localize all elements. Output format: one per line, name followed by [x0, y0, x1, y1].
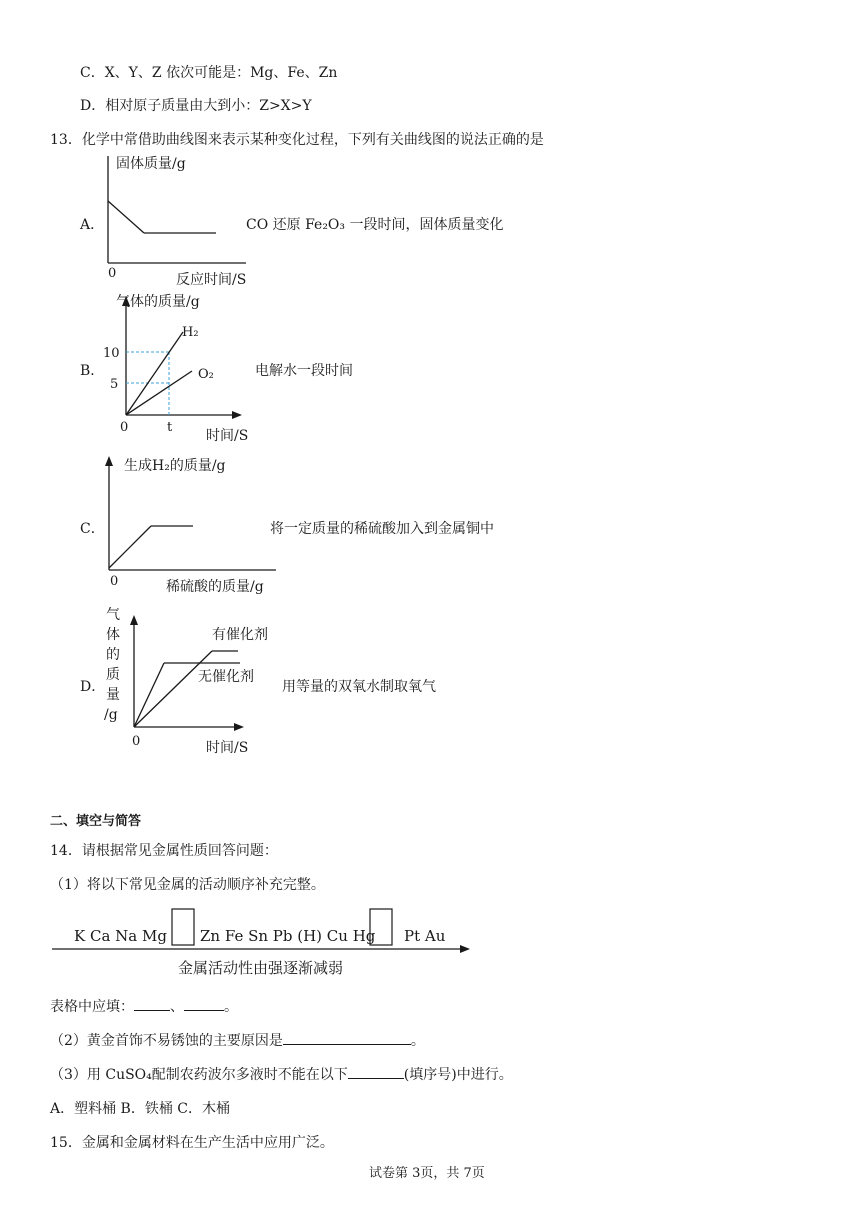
graph-a-origin: 0 [108, 266, 117, 281]
graph-d-cat-rise [134, 663, 164, 727]
graph-a-curve-drop [108, 201, 144, 233]
q13-graph-d [96, 605, 286, 760]
series-arrow-head [460, 945, 470, 953]
graph-b-x-arrow [232, 411, 242, 419]
fill-blank-1[interactable] [134, 996, 170, 1011]
graph-b-tick-10: 10 [103, 346, 120, 361]
q13-option-b-letter: B． [80, 363, 105, 379]
graph-d-ylabel-5: 量 [106, 687, 120, 703]
graph-a-xlabel: 反应时间/S [176, 272, 247, 288]
graph-b-o2-line [126, 371, 192, 415]
fill-sep: 、 [170, 999, 184, 1015]
series-part1: K Ca Na Mg [74, 927, 167, 945]
q14-part1: （1）将以下常见金属的活动顺序补充完整。 [50, 877, 325, 893]
q13-option-d-letter: D． [80, 679, 106, 695]
graph-d-ylabel-3: 的 [106, 647, 120, 663]
graph-d-ylabel-2: 体 [106, 627, 120, 643]
q13-stem: 13．化学中常借助曲线图来表示某种变化过程，下列有关曲线图的说法正确的是 [50, 132, 544, 148]
graph-d-origin: 0 [132, 734, 141, 749]
graph-d-series-cat: 有催化剂 [212, 627, 268, 643]
graph-d-ylabel-1: 气 [106, 607, 120, 623]
q12-option-d: D．相对原子质量由大到小：Z>X>Y [80, 98, 312, 114]
series-arrow-label: 金属活动性由强逐渐减弱 [178, 959, 344, 977]
q14-part2 [50, 1030, 425, 1050]
graph-c-curve-rise [109, 526, 151, 568]
q13-option-b-desc: 电解水一段时间 [255, 363, 353, 379]
q13-graph-c [96, 450, 286, 600]
graph-d-series-nocat: 无催化剂 [198, 669, 254, 685]
q13-option-d-desc: 用等量的双氧水制取氧气 [282, 679, 436, 695]
graph-d-ylabel-6: /g [104, 707, 118, 723]
q13-option-c-desc: 将一定质量的稀硫酸加入到金属铜中 [270, 521, 494, 537]
page-footer: 试卷第 3页，共 7页 [369, 1166, 485, 1181]
part2-end: 。 [410, 1033, 425, 1049]
q14-fill-line [50, 996, 238, 1016]
fill-blank-2[interactable] [184, 996, 224, 1011]
graph-b-h2-line [126, 332, 183, 415]
q15-stem: 15．金属和金属材料在生产生活中应用广泛。 [50, 1135, 334, 1151]
part3-suffix: (填序号)中进行。 [403, 1067, 513, 1083]
graph-d-y-arrow [130, 615, 138, 625]
graph-b-origin: 0 [120, 420, 129, 435]
graph-b-tick-t: t [167, 420, 173, 435]
q12-option-c: C．X、Y、Z 依次可能是：Mg、Fe、Zn [80, 65, 338, 81]
q13-option-a-letter: A． [80, 217, 105, 233]
part2-prefix: （2）黄金首饰不易锈蚀的主要原因是 [50, 1033, 283, 1049]
graph-d-ylabel-4: 质 [106, 667, 120, 683]
q14-part3 [50, 1064, 513, 1084]
series-blank-box-1 [172, 909, 194, 945]
q13-graph-a [96, 148, 256, 290]
graph-b-tick-5: 5 [110, 377, 119, 392]
section-title: 二、填空与简答 [50, 814, 142, 829]
fill-prefix: 表格中应填： [50, 999, 134, 1015]
series-part2: Zn Fe Sn Pb (H) Cu Hg [200, 927, 376, 945]
q13-graph-b [96, 290, 266, 445]
q13-option-a-desc: CO 还原 Fe₂O₃ 一段时间，固体质量变化 [246, 217, 504, 233]
part3-prefix: （3）用 CuSO₄配制农药波尔多液时不能在以下 [50, 1067, 348, 1083]
part2-blank[interactable] [283, 1030, 411, 1045]
graph-d-xlabel: 时间/S [206, 740, 249, 756]
activity-series-figure [50, 903, 480, 983]
part3-blank[interactable] [348, 1064, 404, 1079]
graph-b-h2-label: H₂ [182, 325, 199, 340]
graph-d-x-arrow [234, 723, 244, 731]
fill-end: 。 [224, 999, 238, 1015]
q14-options: A．塑料桶 B．铁桶 C．木桶 [50, 1101, 231, 1117]
graph-c-ylabel: 生成H₂的质量/g [124, 458, 226, 474]
graph-a-ylabel: 固体质量/g [116, 156, 186, 172]
graph-b-xlabel: 时间/S [206, 428, 249, 444]
graph-b-ylabel: 气体的质量/g [116, 294, 200, 310]
graph-c-y-arrow [105, 456, 113, 466]
graph-c-xlabel: 稀硫酸的质量/g [166, 579, 264, 595]
q13-option-c-letter: C． [80, 521, 105, 537]
graph-c-origin: 0 [110, 574, 119, 589]
graph-b-o2-label: O₂ [198, 367, 214, 382]
q14-stem: 14．请根据常见金属性质回答问题： [50, 843, 278, 859]
series-part3: Pt Au [404, 927, 446, 945]
